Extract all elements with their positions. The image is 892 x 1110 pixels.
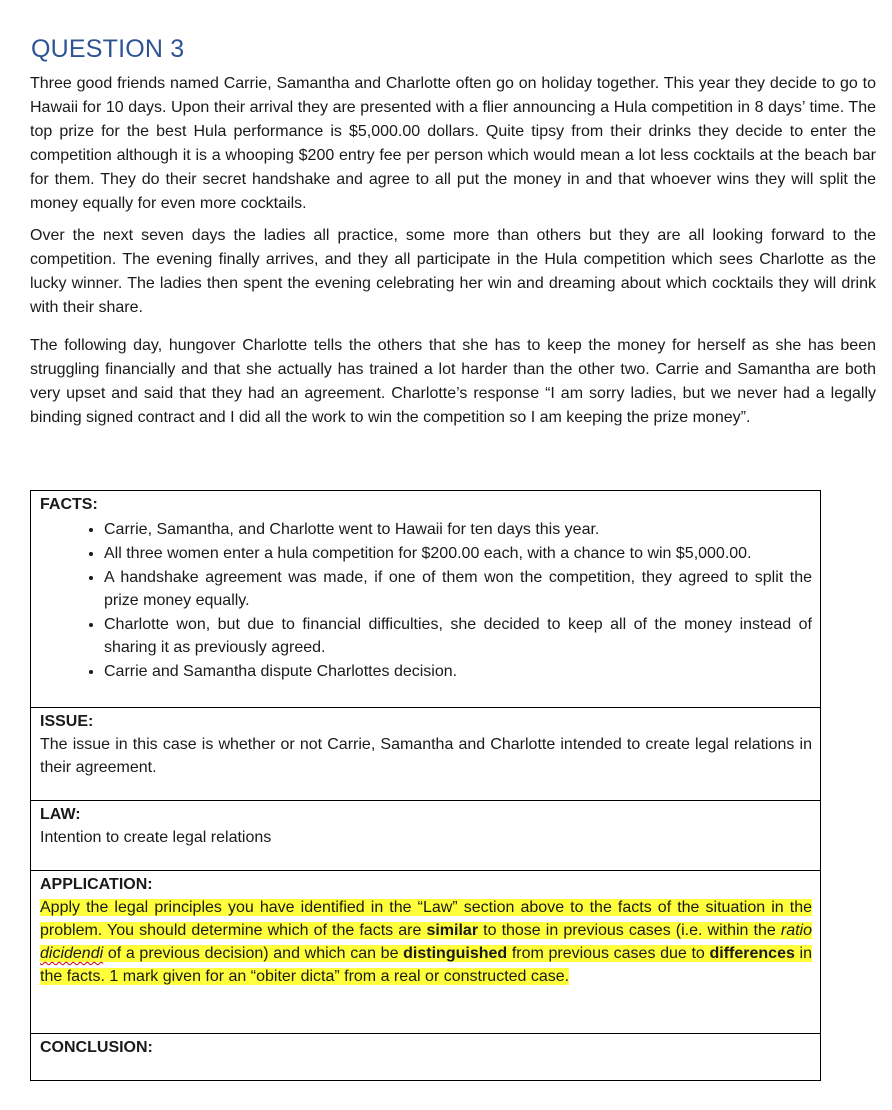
law-text: Intention to create legal relations xyxy=(40,829,272,846)
conclusion-label: CONCLUSION: xyxy=(40,1039,153,1056)
scenario-paragraph-1: Three good friends named Carrie, Samantha and Charlotte often go on holiday together. This year they decide to go to Hawaii for 10 days. Upon their arrival they are presented with a flier announcing a Hula competition in 8 days’ time. The top prize for the best Hula performance is $5,000.00 dollars. Quite tipsy from their drinks they decide to enter the competition although it is a whooping $200 entry fee per person which would mean a lot less cocktails at the beach bar for them. They do their secret handshake and agree to all put the money in and that whoever wins they will split the money equally for even more cocktails. xyxy=(30,75,876,212)
ratio-italic: ratio xyxy=(780,922,812,939)
keyword-differences: differences xyxy=(709,945,795,962)
spellcheck-underlined-word: dicidendi xyxy=(40,945,104,962)
facts-list xyxy=(40,518,812,683)
scenario-paragraph-2: Over the next seven days the ladies all practice, some more than others but they are all looking forward to the competition. The evening finally arrives, and they all participate in the Hula competition which sees Charlotte as the lucky winner. The ladies then spent the evening celebrating her win and dreaming about which cocktails they will drink with their share. xyxy=(30,227,876,316)
fact-item: • All three women enter a hula competition for $200.00 each, with a chance to win $5,000.00. xyxy=(104,542,812,565)
facts-label: FACTS: xyxy=(40,496,98,513)
fact-item: • A handshake agreement was made, if one of them won the competition, they agreed to split the prize money equally. xyxy=(104,566,812,612)
conclusion-section xyxy=(31,1034,821,1081)
law-label: LAW: xyxy=(40,806,81,823)
application-instructions xyxy=(40,896,812,988)
document-page xyxy=(30,30,876,1056)
highlighted-text: Apply the legal principles you have identified in the “Law” section above to the facts of the situation in the problem. You should determine which of the facts are similar to those in previous cases (i.e. within the ratio dicidendi of a previous decision) and which can be distinguished from previous cases due to differences in the facts. 1 mark given for an “obiter dicta” from a real or constructed case. xyxy=(40,899,812,985)
question-title: QUESTION 3 xyxy=(31,35,185,63)
issue-text: The issue in this case is whether or not Carrie, Samantha and Charlotte intended to create legal relations in their agreement. xyxy=(40,736,812,776)
irac-table xyxy=(30,490,821,1081)
scenario-paragraph-3: The following day, hungover Charlotte tells the others that she has to keep the money for herself as she has been struggling financially and that she actually has trained a lot harder than the other two. Carrie and Samantha are both very upset and said that they had an agreement. Charlotte’s response “I am sorry ladies, but we never had a legally binding signed contract and I did all the work to win the competition so I am keeping the prize money”. xyxy=(30,337,876,426)
facts-section xyxy=(31,491,821,708)
keyword-distinguished: distinguished xyxy=(403,945,508,962)
application-label: APPLICATION: xyxy=(40,876,153,893)
issue-label: ISSUE: xyxy=(40,713,94,730)
law-section xyxy=(31,801,821,871)
keyword-similar: similar xyxy=(426,922,479,939)
issue-section xyxy=(31,708,821,801)
application-section xyxy=(31,871,821,1034)
fact-item: • Charlotte won, but due to financial difficulties, she decided to keep all of the money instead of sharing it as previously agreed. xyxy=(104,613,812,659)
fact-item: • Carrie, Samantha, and Charlotte went to Hawaii for ten days this year. xyxy=(104,518,812,541)
fact-item: • Carrie and Samantha dispute Charlottes decision. xyxy=(104,660,812,683)
